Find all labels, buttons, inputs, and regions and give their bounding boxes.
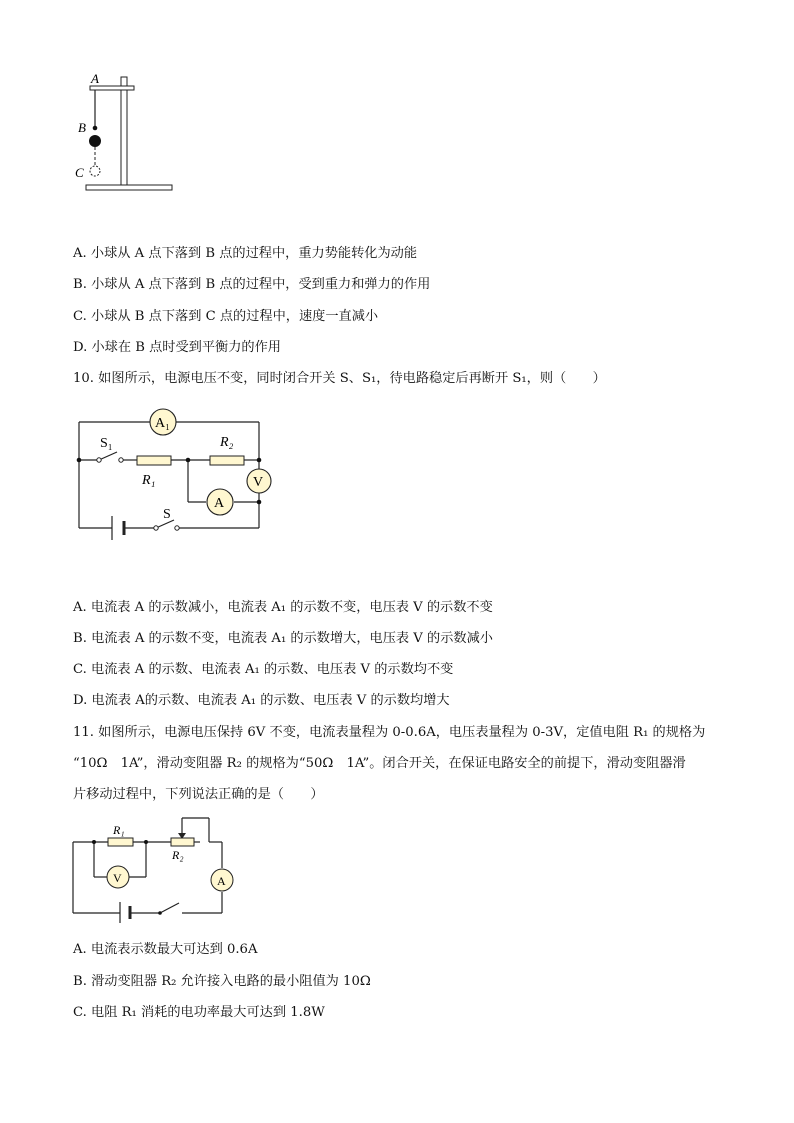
q11-option-b: B. 滑动变阻器 R₂ 允许接入电路的最小阻值为 10Ω (73, 974, 371, 989)
meter-a1-label: A₁ (155, 416, 170, 431)
meter-v-label-q11: V (113, 871, 122, 885)
q10-stem: 10. 如图所示，电源电压不变，同时闭合开关 S、S₁，待电路稳定后再断开 S₁，则（ ） (73, 371, 606, 386)
meter-a-label: A (214, 496, 225, 511)
figure-circuit-q10 (70, 400, 285, 550)
r1-label: R₁ (142, 473, 156, 488)
q9-option-d: D. 小球在 B 点时受到平衡力的作用 (73, 340, 281, 355)
q11-option-a: A. 电流表示数最大可达到 0.6A (73, 942, 258, 957)
q10-option-a: A. 电流表 A 的示数减小，电流表 A₁ 的示数不变，电压表 V 的示数不变 (73, 600, 493, 615)
q11-option-c: C. 电阻 R₁ 消耗的电功率最大可达到 1.8W (73, 1005, 325, 1020)
r2-label: R₂ (220, 435, 234, 450)
figure-circuit-q11 (68, 815, 243, 927)
figure-ball-stand (70, 70, 180, 195)
q11-stem-line1: 11. 如图所示，电源电压保持 6V 不变，电流表量程为 0-0.6A，电压表量程为 0-3V，定值电阻 R₁ 的规格为 (73, 725, 706, 740)
q9-option-b: B. 小球从 A 点下落到 B 点的过程中，受到重力和弹力的作用 (73, 277, 431, 292)
q11-stem-line2: “10Ω 1A”，滑动变阻器 R₂ 的规格为“50Ω 1A”。闭合开关，在保证电路安全的前提下，滑动变阻器滑 (73, 756, 686, 771)
switch-s-label: S (163, 507, 171, 522)
label-a: A (91, 71, 99, 86)
q10-option-c: C. 电流表 A 的示数、电流表 A₁ 的示数、电压表 V 的示数均不变 (73, 662, 454, 677)
q10-option-d: D. 电流表 A的示数、电流表 A₁ 的示数、电压表 V 的示数均增大 (73, 693, 450, 708)
r1-label-q11: R₁ (113, 823, 125, 837)
q9-option-c: C. 小球从 B 点下落到 C 点的过程中，速度一直减小 (73, 309, 379, 324)
q9-option-a: A. 小球从 A 点下落到 B 点的过程中，重力势能转化为动能 (73, 246, 418, 261)
label-b: B (78, 120, 86, 135)
switch-s1-label: S₁ (100, 436, 113, 451)
q10-option-b: B. 电流表 A 的示数不变，电流表 A₁ 的示数增大，电压表 V 的示数减小 (73, 631, 493, 646)
meter-a-label-q11: A (217, 874, 226, 888)
label-c: C (75, 165, 84, 180)
q11-stem-line3: 片移动过程中，下列说法正确的是（ ） (73, 787, 324, 802)
meter-v-label: V (253, 475, 264, 490)
r2-label-q11: R₂ (172, 848, 184, 862)
